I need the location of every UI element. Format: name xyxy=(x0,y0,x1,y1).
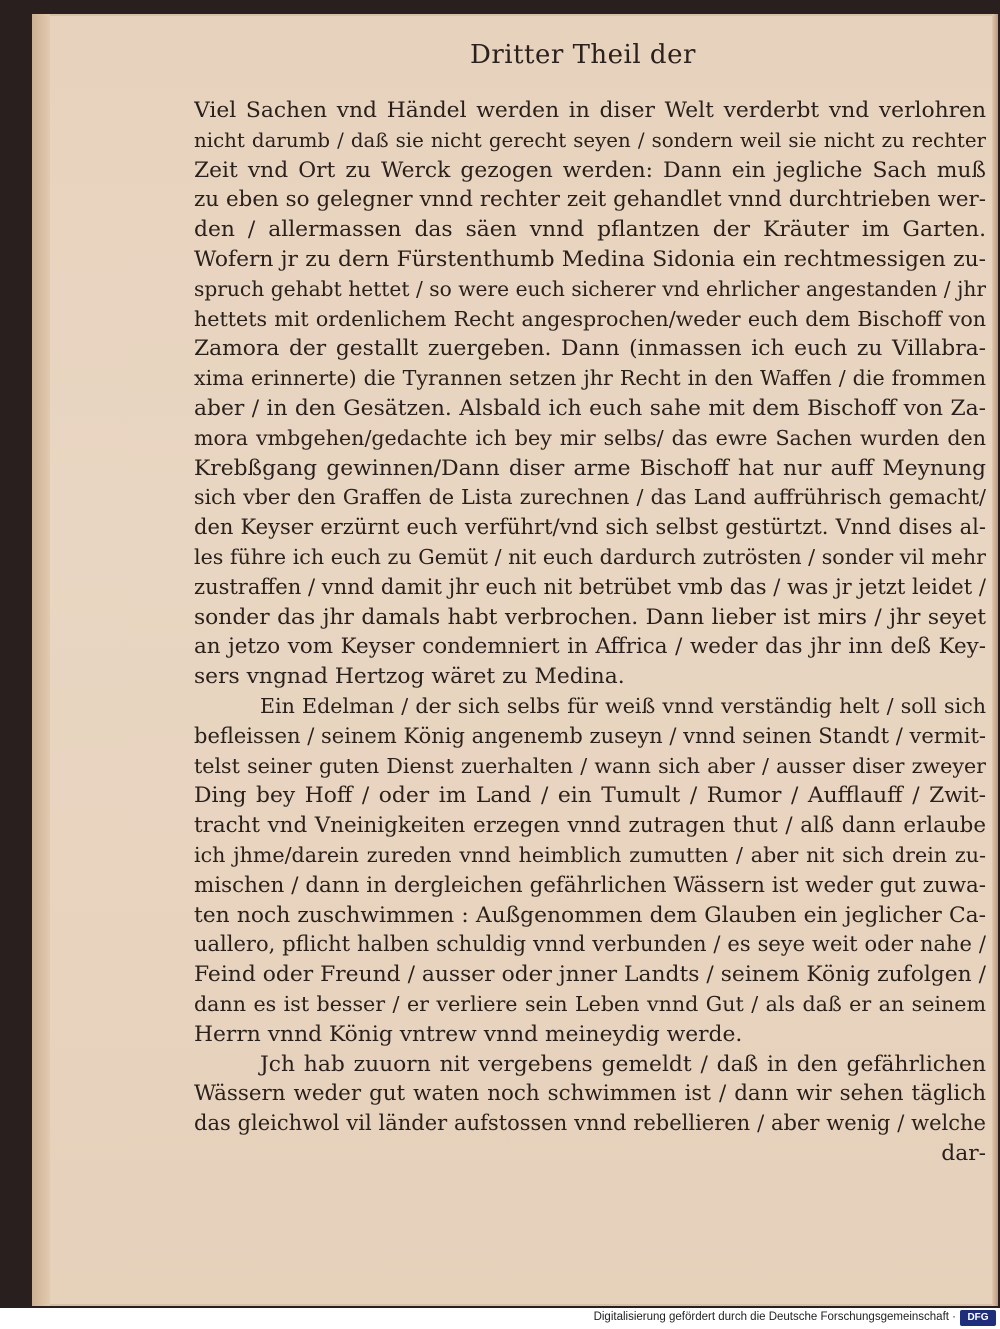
text-line: dann es ist besser / er verliere sein Leben vnnd Gut / als daß er an seinem xyxy=(194,991,986,1016)
text-line: hettets mit ordenlichem Recht angesprochen/weder euch dem Bischoff von xyxy=(194,306,986,331)
text-line: das gleichwol vil länder aufstossen vnnd rebellieren / aber wenig / welche xyxy=(194,1111,986,1136)
text-line: aber / in den Gesätzen. Alsbald ich euch sahe mit dem Bischoff von Za- xyxy=(194,395,986,421)
text-line: Ein Edelman / der sich selbs für weiß vnnd verständig helt / soll sich xyxy=(260,693,986,718)
text-line: Krebßgang gewinnen/Dann diser arme Bischoff hat nur auff Meynung xyxy=(194,455,986,481)
running-head: Dritter Theil der xyxy=(470,40,696,70)
text-line: den Keyser erzürnt euch verführt/vnd sich selbst gestürtzt. Vnnd dises al- xyxy=(194,515,986,540)
funding-credit: Digitalisierung gefördert durch die Deutsche Forschungsgemeinschaft · xyxy=(593,1311,956,1323)
page-gutter xyxy=(32,14,50,1306)
text-line: an jetzo vom Keyser condemniert in Affrica / weder das jhr inn deß Key- xyxy=(194,634,986,660)
text-line: befleissen / seinem König angenemb zuseyn / vnnd seinen Standt / vermit- xyxy=(194,723,986,748)
text-line: dar- xyxy=(941,1140,986,1166)
text-line: Jch hab zuuorn nit vergebens gemeldt / daß in den gefährlichen xyxy=(260,1051,986,1077)
text-line: Wofern jr zu dern Fürstenthumb Medina Sidonia ein rechtmessigen zu- xyxy=(194,246,986,272)
text-line: mora vmbgehen/gedachte ich bey mir selbs/ das ewre Sachen wurden den xyxy=(194,425,986,450)
text-line: Ding bey Hoff / oder im Land / ein Tumult / Rumor / Aufflauff / Zwit- xyxy=(194,783,986,809)
text-line: Feind oder Freund / ausser oder jnner Landts / seinem König zufolgen / xyxy=(194,962,986,988)
body-text xyxy=(194,96,986,1169)
text-line: xima erinnerte) die Tyrannen setzen jhr Recht in den Waffen / die frommen xyxy=(194,366,986,391)
footer-bar xyxy=(0,1308,1000,1329)
text-line: zu eben so gelegner vnnd rechter zeit gehandlet vnnd durchtrieben wer- xyxy=(194,187,986,213)
text-line: Zamora der gestallt zuergeben. Dann (inmassen ich euch zu Villabra- xyxy=(194,336,986,362)
text-line: Wässern weder gut waten noch schwimmen ist / dann wir sehen täglich xyxy=(194,1081,986,1107)
text-line: mischen / dann in dergleichen gefährlichen Wässern ist weder gut zuwa- xyxy=(194,872,986,898)
text-line: sers vngnad Hertzog wäret zu Medina. xyxy=(194,664,625,690)
page-edge xyxy=(992,14,998,1306)
text-line: sonder das jhr damals habt verbrochen. Dann lieber ist mirs / jhr seyet xyxy=(194,604,986,630)
text-line: zustraffen / vnnd damit jhr euch nit betrübet vmb das / was jr jetzt leidet / xyxy=(194,574,986,599)
text-line: Viel Sachen vnd Händel werden in diser Welt verderbt vnd verlohren xyxy=(194,98,986,123)
text-line: ten noch zuschwimmen : Außgenommen dem Glauben ein jeglicher Ca- xyxy=(194,902,986,928)
text-line: ich jhme/darein zureden vnnd heimblich zumutten / aber nit sich drein zu- xyxy=(194,842,986,867)
text-line: Herrn vnnd König vntrew vnnd meineydig werde. xyxy=(194,1021,743,1047)
dfg-logo: DFG xyxy=(960,1310,996,1326)
text-line: den / allermassen das säen vnnd pflantzen der Kräuter im Garten. xyxy=(194,217,986,243)
text-line: Zeit vnd Ort zu Werck gezogen werden: Dann ein jegliche Sach muß xyxy=(194,157,986,183)
text-line: spruch gehabt hettet / so were euch sicherer vnd ehrlicher angestanden / jhr xyxy=(194,276,986,301)
text-line: sich vber den Graffen de Lista zurechnen / das Land auffrührisch gemacht/ xyxy=(194,485,986,510)
text-line: telst seiner guten Dienst zuerhalten / wann sich aber / ausser diser zweyer xyxy=(194,753,986,778)
text-line: uallero, pflicht halben schuldig vnnd verbunden / es seye weit oder nahe / xyxy=(194,932,986,957)
text-line: nicht darumb / daß sie nicht gerecht seyen / sondern weil sie nicht zu rechter xyxy=(194,128,986,152)
text-line: les führe ich euch zu Gemüt / nit euch dardurch zutrösten / sonder vil mehr xyxy=(194,544,986,569)
text-line: tracht vnd Vneinigkeiten erzegen vnnd zutragen thut / alß dann erlaube xyxy=(194,813,986,839)
